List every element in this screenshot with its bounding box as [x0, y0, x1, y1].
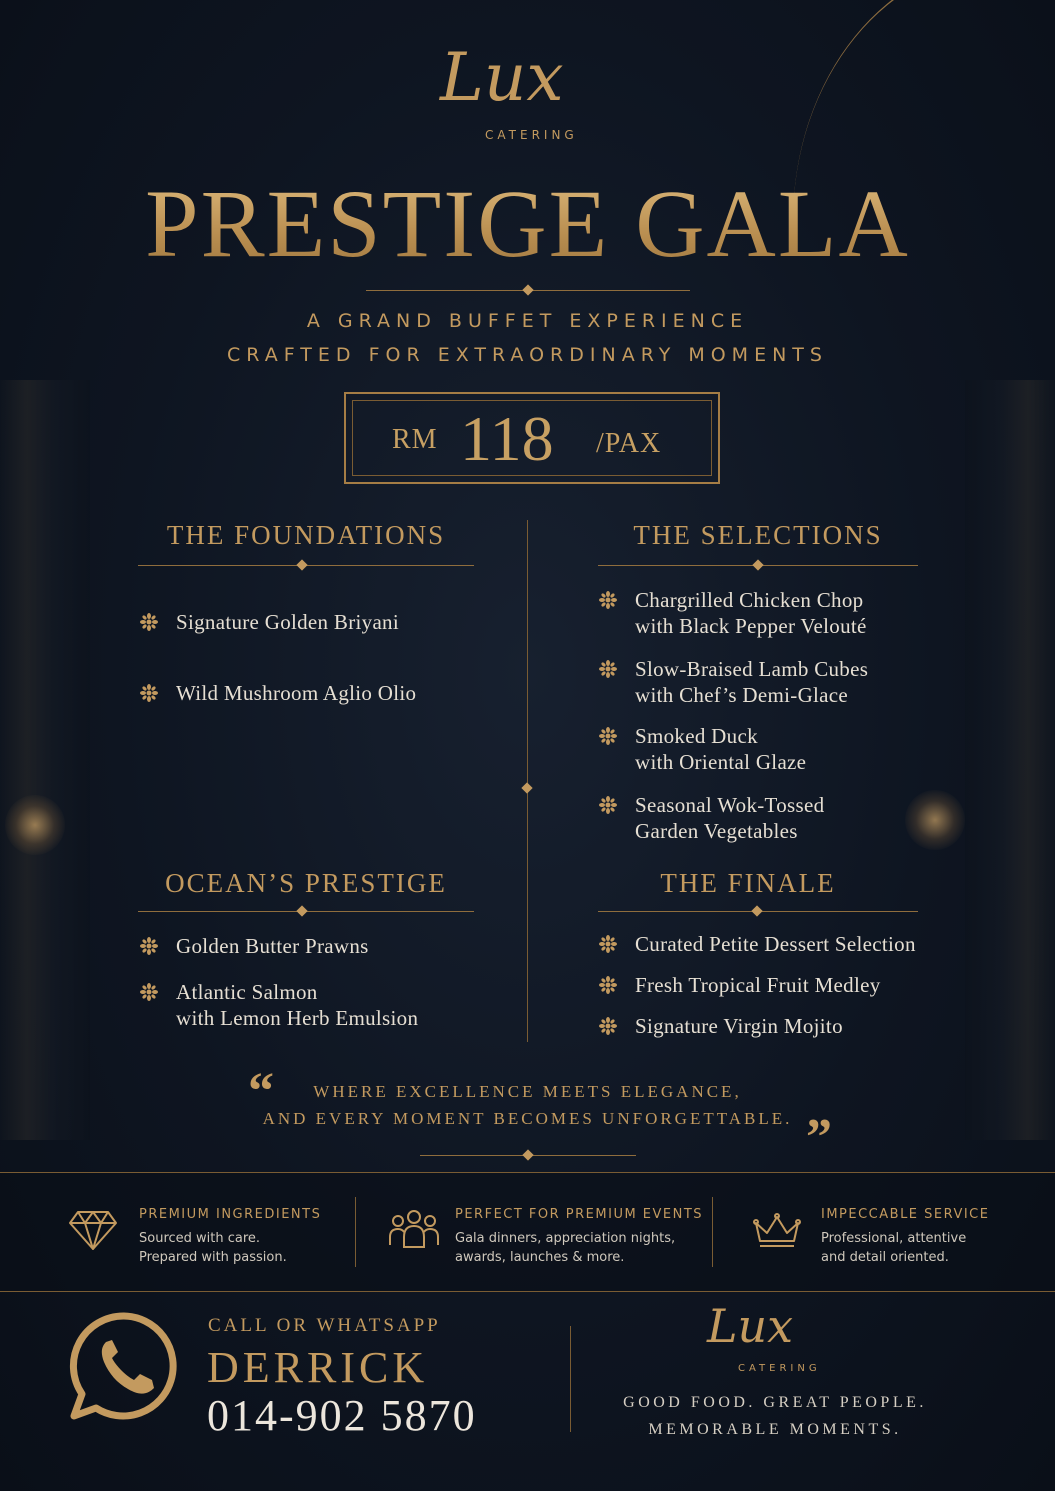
menu-center-divider	[527, 520, 528, 1042]
menu-item	[598, 972, 881, 998]
menu-item-text: Fresh Tropical Fruit Medley	[635, 973, 881, 997]
flower-bullet-icon	[598, 659, 618, 679]
left-chandelier-glow	[5, 795, 65, 855]
feature-desc: Sourced with care. Prepared with passion.	[139, 1231, 287, 1265]
left-pillar-decoration	[0, 380, 90, 1140]
feature-desc: Professional, attentive and detail oriented.	[821, 1231, 967, 1265]
contact-name: DERRICK	[207, 1343, 429, 1392]
flower-bullet-icon	[139, 612, 159, 632]
menu-item	[139, 979, 418, 1031]
contact-phone-link[interactable]: 014-902 5870	[207, 1391, 477, 1440]
tagline-line-1: GOOD FOOD. GREAT PEOPLE.	[623, 1394, 927, 1411]
menu-item	[139, 609, 399, 635]
contact-separator	[570, 1326, 571, 1432]
menu-item-text: Chargrilled Chicken Chop with Black Pepper Velouté	[635, 588, 867, 638]
open-quote-icon: “	[248, 1063, 274, 1120]
menu-item-text: Smoked Duck with Oriental Glaze	[635, 724, 807, 774]
menu-item-text: Signature Golden Briyani	[176, 610, 399, 634]
menu-item-text: Seasonal Wok-Tossed Garden Vegetables	[635, 793, 825, 843]
crown-icon	[752, 1213, 802, 1249]
flower-bullet-icon	[598, 934, 618, 954]
price-unit: /PAX	[596, 428, 662, 459]
quote-text: WHERE EXCELLENCE MEETS ELEGANCE, AND EVERY MOMENT BECOMES UNFORGETTABLE.	[262, 1082, 793, 1128]
menu-item	[139, 680, 416, 706]
right-chandelier-glow	[905, 790, 965, 850]
feature-separator	[712, 1197, 713, 1267]
subtitle-line-1: A GRAND BUFFET EXPERIENCE	[306, 310, 749, 332]
footer-logo-sub: CATERING	[738, 1363, 821, 1374]
price-amount: 118	[460, 403, 554, 474]
feature-title: PERFECT FOR PREMIUM EVENTS	[455, 1207, 704, 1222]
menu-item	[598, 1013, 843, 1039]
feature-title: IMPECCABLE SERVICE	[821, 1207, 990, 1222]
features-bar	[0, 1172, 1055, 1292]
close-quote-icon: ”	[806, 1109, 832, 1166]
menu-item-text: Golden Butter Prawns	[176, 934, 369, 958]
section-divider-diamond	[752, 559, 763, 570]
flower-bullet-icon	[598, 1016, 618, 1036]
flower-bullet-icon	[139, 683, 159, 703]
contact-label: CALL OR WHATSAPP	[208, 1315, 441, 1336]
menu-item-text: Wild Mushroom Aglio Olio	[176, 681, 417, 705]
menu-item	[598, 656, 868, 708]
section-title-finale: THE FINALE	[660, 868, 836, 898]
flower-bullet-icon	[598, 975, 618, 995]
menu-item	[598, 587, 867, 639]
footer-logo-script: Lux	[707, 1299, 794, 1353]
section-divider-diamond	[751, 905, 762, 916]
section-title-selections: THE SELECTIONS	[633, 520, 883, 550]
menu-item-text: Signature Virgin Mojito	[635, 1014, 843, 1038]
section-title-foundations: THE FOUNDATIONS	[166, 520, 446, 550]
menu-item-text: Curated Petite Dessert Selection	[635, 932, 916, 956]
subtitle-line-2: CRAFTED FOR EXTRAORDINARY MOMENTS	[227, 344, 828, 366]
quote-divider-diamond	[522, 1149, 533, 1160]
menu-center-diamond	[521, 782, 532, 793]
section-title-oceans-prestige: OCEAN’S PRESTIGE	[165, 868, 447, 898]
brand-logo-sub: CATERING	[485, 128, 578, 142]
menu-item	[598, 792, 824, 844]
flower-bullet-icon	[598, 590, 618, 610]
menu-item-text: Slow-Braised Lamb Cubes with Chef’s Demi-Glace	[635, 657, 869, 707]
right-pillar-decoration	[965, 380, 1055, 1140]
feature-desc: Gala dinners, appreciation nights, awards, launches & more.	[455, 1231, 676, 1265]
flower-bullet-icon	[139, 982, 159, 1002]
title-divider-diamond	[522, 284, 533, 295]
section-divider-diamond	[296, 905, 307, 916]
menu-item	[598, 931, 916, 957]
feature-title: PREMIUM INGREDIENTS	[139, 1207, 322, 1222]
price-box	[344, 392, 720, 484]
brand-logo-script: Lux	[440, 39, 564, 116]
menu-item-text: Atlantic Salmon with Lemon Herb Emulsion	[176, 980, 419, 1030]
people-icon	[388, 1207, 440, 1251]
feature-separator	[355, 1197, 356, 1267]
flower-bullet-icon	[139, 936, 159, 956]
whatsapp-icon[interactable]	[68, 1310, 180, 1422]
flower-bullet-icon	[598, 726, 618, 746]
tagline-line-2: MEMORABLE MOMENTS.	[648, 1421, 902, 1438]
page-title: PRESTIGE GALA	[0, 168, 1055, 279]
price-currency: RM	[392, 424, 438, 455]
menu-item	[598, 723, 806, 775]
section-divider-diamond	[296, 559, 307, 570]
flower-bullet-icon	[598, 795, 618, 815]
menu-item	[139, 933, 369, 959]
diamond-icon	[68, 1209, 118, 1251]
